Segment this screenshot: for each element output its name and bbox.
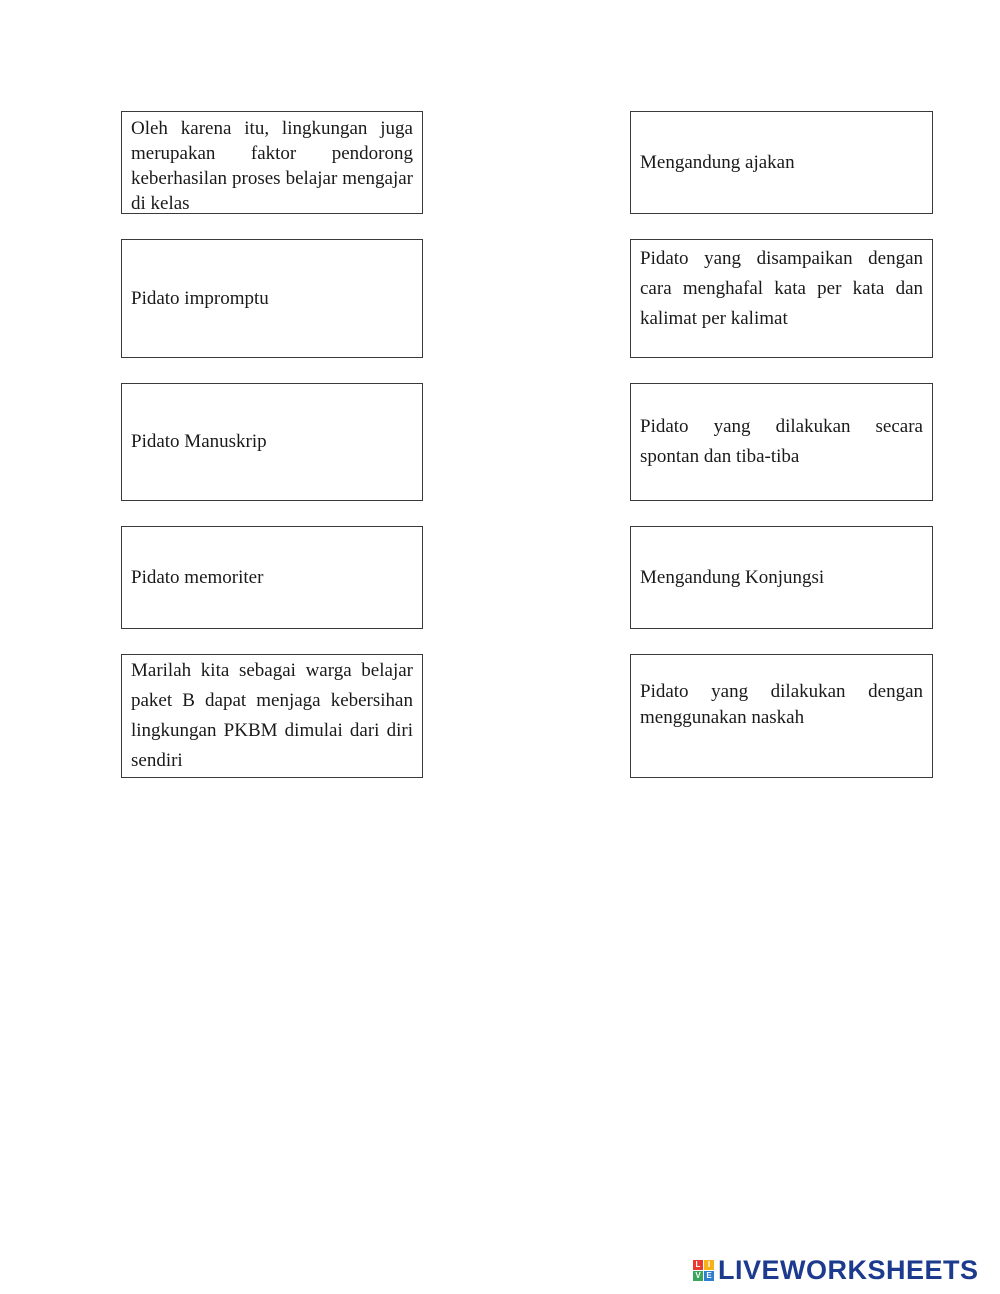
right-card-text: Pidato yang disampaikan dengan cara menghafal kata per kata dan kalimat per kalimat [640, 248, 923, 329]
right-card-2[interactable] [630, 239, 933, 358]
logo-letter-i: I [704, 1260, 714, 1270]
left-card-1[interactable] [121, 111, 423, 214]
right-card-text: Mengandung ajakan [640, 151, 795, 173]
right-card-3[interactable] [630, 383, 933, 501]
left-card-text: Pidato impromptu [131, 287, 269, 309]
left-card-text: Pidato Manuskrip [131, 431, 267, 452]
logo-text: LIVEWORKSHEETS [718, 1254, 979, 1285]
right-card-1[interactable] [630, 111, 933, 214]
right-card-5[interactable] [630, 654, 933, 778]
left-card-5[interactable] [121, 654, 423, 778]
right-card-text: Pidato yang dilakukan dengan menggunakan naskah [640, 681, 923, 728]
right-card-text: Pidato yang dilakukan secara spontan dan tiba-tiba [640, 416, 923, 467]
left-card-text: Oleh karena itu, lingkungan juga merupakan faktor pendorong keberhasilan proses belajar mengajar di kelas [131, 118, 413, 214]
logo-letter-v: V [693, 1271, 703, 1281]
right-card-4[interactable] [630, 526, 933, 629]
logo-letter-e: E [704, 1271, 714, 1281]
left-card-4[interactable] [121, 526, 423, 629]
live-grid-icon [693, 1260, 714, 1281]
left-card-3[interactable] [121, 383, 423, 501]
liveworksheets-logo [693, 1255, 979, 1285]
logo-letter-l: L [693, 1260, 703, 1270]
right-card-text: Mengandung Konjungsi [640, 566, 825, 588]
left-card-text: Marilah kita sebagai warga belajar paket B dapat menjaga kebersihan lingkungan PKBM dimulai dari diri sendiri [131, 660, 413, 771]
left-card-text: Pidato memoriter [131, 566, 264, 588]
left-card-2[interactable] [121, 239, 423, 358]
